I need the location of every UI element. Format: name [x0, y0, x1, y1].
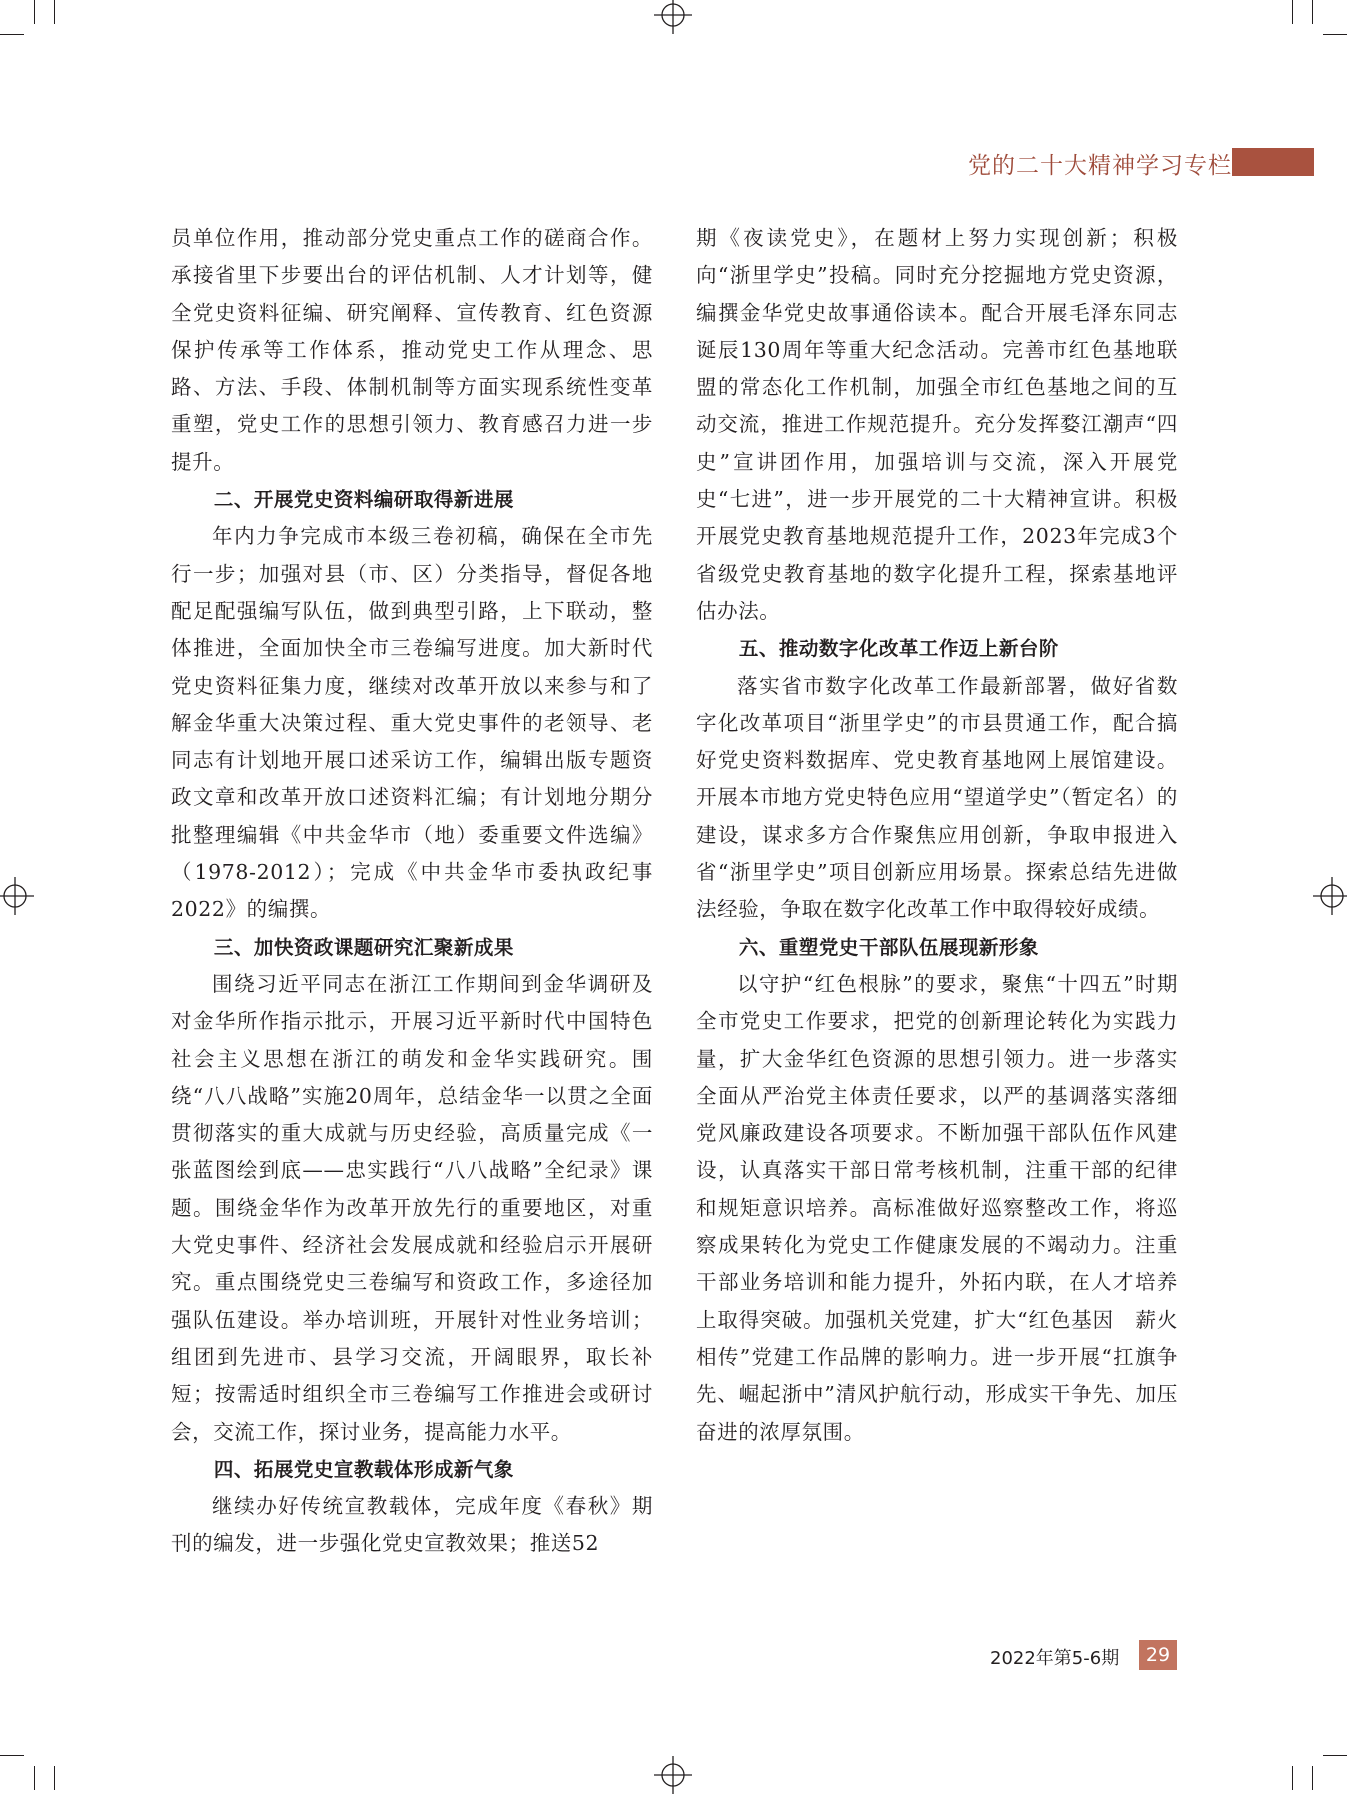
paragraph: 员单位作用，推动部分党史重点工作的磋商合作。承接省里下步要出台的评估机制、人才计划等，健全党史资料征编、研究阐释、宣传教育、红色资源保护传承等工作体系，推动党史工作从理念、思路、方法、手段、体制机制等方面实现系统性变革重塑，党史工作的思想引领力、教育感召力进一步提升。	[171, 226, 653, 474]
paragraph: 继续办好传统宣教载体，完成年度《春秋》期刊的编发，进一步强化党史宣教效果；推送52	[171, 1494, 653, 1556]
paragraph: 年内力争完成市本级三卷初稿，确保在全市先行一步；加强对县（市、区）分类指导，督促各地配足配强编写队伍，做到典型引路，上下联动，整体推进，全面加快全市三卷编写进度。加大新时代党史资料征集力度，继续对改革开放以来参与和了解金华重大决策过程、重大党史事件的老领导、老同志有计划地开展口述采访工作，编辑出版专题资政文章和改革开放口述资料汇编；有计划地分期分批整理编辑《中共金华市（地）委重要文件选编》（1978-2012）；完成《中共金华市委执政纪事2022》的编撰。	[171, 524, 653, 922]
crop-mark	[54, 1766, 55, 1790]
section-heading: 五、推动数字化改革工作迈上新台阶	[738, 637, 1059, 661]
crop-mark	[34, 1766, 35, 1790]
paragraph: 以守护“红色根脉”的要求，聚焦“十四五”时期全市党史工作要求，把党的创新理论转化为实践力量，扩大金华红色资源的思想引领力。进一步落实全面从严治党主体责任要求，以严的基调落实落细党风廉政建设各项要求。不断加强干部队伍作风建设，认真落实干部日常考核机制，注重干部的纪律和规矩意识培养。高标准做好巡察整改工作，将巡察成果转化为党史工作健康发展的不竭动力。注重干部业务培训和能力提升，外拓内联，在人才培养上取得突破。加强机关党建，扩大“红色基因 薪火相传”党建工作品牌的影响力。进一步开展“扛旗争先、崛起浙中”清风护航行动，形成实干争先、加压奋进的浓厚氛围。	[696, 971, 1178, 1444]
registration-mark-icon	[654, 0, 692, 34]
crop-mark	[1323, 1755, 1347, 1756]
registration-mark-icon	[0, 877, 34, 915]
crop-mark	[1323, 34, 1347, 35]
section-heading: 四、拓展党史宣教载体形成新气象	[213, 1457, 514, 1481]
crop-mark	[1312, 0, 1313, 24]
crop-mark	[34, 0, 35, 24]
paragraph: 期《夜读党史》，在题材上努力实现创新；积极向“浙里学史”投稿。同时充分挖掘地方党史资源，编撰金华党史故事通俗读本。配合开展毛泽东同志诞辰130周年等重大纪念活动。完善市红色基地联盟的常态化工作机制，加强全市红色基地之间的互动交流，推进工作规范提升。充分发挥婺江潮声“四史”宣讲团作用，加强培训与交流，深入开展党史“七进”，进一步开展党的二十大精神宣讲。积极开展党史教育基地规范提升工作，2023年完成3个省级党史教育基地的数字化提升工程，探索基地评估办法。	[696, 226, 1178, 623]
paragraph: 围绕习近平同志在浙江工作期间到金华调研及对金华所作指示批示，开展习近平新时代中国特色社会主义思想在浙江的萌发和金华实践研究。围绕“八八战略”实施20周年，总结金华一以贯之全面贯彻落实的重大成就与历史经验，高质量完成《一张蓝图绘到底——忠实践行“八八战略”全纪录》课题。围绕金华作为改革开放先行的重要地区，对重大党史事件、经济社会发展成就和经验启示开展研究。重点围绕党史三卷编写和资政工作，多途径加强队伍建设。举办培训班，开展针对性业务培训；组团到先进市、县学习交流，开阔眼界，取长补短；按需适时组织全市三卷编写工作推进会或研讨会，交流工作，探讨业务，提高能力水平。	[171, 971, 653, 1444]
paragraph: 落实省市数字化改革工作最新部署，做好省数字化改革项目“浙里学史”的市县贯通工作，配合搞好党史资料数据库、党史教育基地网上展馆建设。开展本市地方党史特色应用“望道学史”（暂定名）的建设，谋求多方合作聚焦应用创新，争取申报进入省“浙里学史”项目创新应用场景。探索总结先进做法经验，争取在数字化改革工作中取得较好成绩。	[696, 673, 1178, 922]
issue-label: 2022年第5-6期	[990, 1648, 1120, 1669]
section-heading: 三、加快资政课题研究汇聚新成果	[213, 935, 514, 959]
registration-mark-icon	[654, 1756, 692, 1794]
section-heading: 六、重塑党史干部队伍展现新形象	[738, 935, 1039, 959]
right-text-column	[696, 220, 1178, 1451]
crop-mark	[54, 0, 55, 24]
crop-mark	[1312, 1766, 1313, 1790]
crop-mark	[1292, 0, 1293, 24]
left-text-column	[171, 220, 653, 1563]
section-heading: 二、开展党史资料编研取得新进展	[213, 488, 514, 512]
section-header-title: 党的二十大精神学习专栏	[968, 153, 1232, 179]
crop-mark	[1292, 1766, 1293, 1790]
registration-mark-icon	[1313, 877, 1347, 915]
page-number: 29	[1139, 1640, 1177, 1670]
crop-mark	[0, 1755, 24, 1756]
header-accent-bar	[1232, 148, 1314, 176]
crop-mark	[0, 34, 24, 35]
